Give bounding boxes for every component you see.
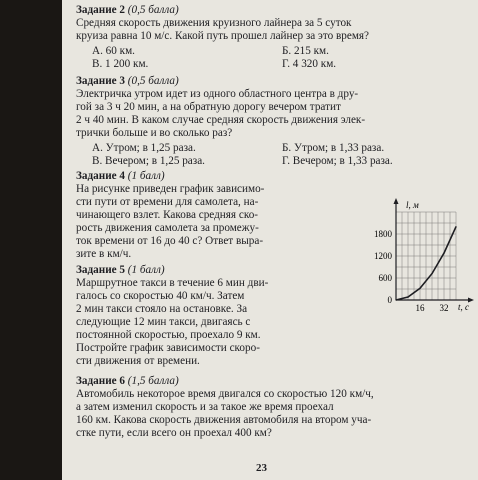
task-3-option-d: Г. Вечером; в 1,33 раза. (282, 155, 393, 167)
x-tick-label: 32 (439, 303, 449, 313)
y-axis-arrow-icon (394, 198, 399, 204)
data-point (407, 296, 408, 297)
data-point (455, 226, 456, 227)
y-tick-label: 1800 (374, 229, 392, 239)
task-2-option-b: Б. 215 км. (282, 45, 329, 57)
task-3-option-a: А. Утром; в 1,25 раза. (92, 142, 196, 154)
y-axis-label: l, м (406, 200, 419, 210)
task-4-text-line: На рисунке приведен график зависимо- (76, 183, 265, 195)
task-3-text-line: гой за 3 ч 20 мин, а на обратную дорогу вечером тратит (76, 101, 341, 113)
task-6-heading (76, 375, 179, 388)
y-tick-label: 600 (378, 273, 392, 283)
task-5-text-line: Постройте график зависимости скоро- (76, 342, 260, 354)
y-tick-label: 0 (387, 295, 392, 305)
data-point (419, 288, 420, 289)
task-6-points: (1,5 балла) (127, 375, 179, 387)
data-point (431, 273, 432, 274)
task-6-text-line: 160 км. Какова скорость движения автомобиля на втором уча- (76, 414, 372, 426)
task-3-text-line: 2 ч 40 мин. В каком случае средняя скорость движения элек- (76, 114, 366, 126)
task-4-text-line: ток времени от 16 до 40 с? Ответ выра- (76, 235, 264, 247)
data-point (443, 252, 444, 253)
task-2-text-line: Средняя скорость движения круизного лайнера за 5 суток (76, 17, 352, 29)
task-6-text-line: стке пути, если всего он проехал 400 км? (76, 427, 272, 439)
chart-grid (396, 212, 456, 300)
task-3-heading (76, 75, 179, 88)
task-3-text-line: Электричка утром идет из одного областного центра в дру- (76, 88, 359, 100)
task-3-title: Задание 3 (76, 75, 125, 87)
textbook-page (62, 0, 478, 480)
x-tick-label: 16 (415, 303, 425, 313)
task-2-title: Задание 2 (76, 4, 125, 16)
task-6-text-line: Автомобиль некоторое время двигался со скоростью 120 км/ч, (76, 388, 374, 400)
task-5-points: (1 балл) (127, 264, 165, 276)
task-2-option-a: А. 60 км. (92, 45, 135, 57)
task-4-text-line: зите в км/ч. (76, 248, 132, 260)
distance-time-graph (344, 196, 478, 314)
page-number: 23 (256, 462, 267, 474)
task-4-heading (76, 170, 165, 183)
task-3-points: (0,5 балла) (127, 75, 179, 87)
task-5-text-line: сти движения от времени. (76, 355, 200, 367)
data-point (395, 299, 396, 300)
task-4-title: Задание 4 (76, 170, 125, 182)
task-6-title: Задание 6 (76, 375, 125, 387)
task-4-points: (1 балл) (127, 170, 165, 182)
task-4-text-line: чинающего взлет. Какова средняя ско- (76, 209, 259, 221)
task-2-option-d: Г. 4 320 км. (282, 58, 337, 70)
task-2-heading (76, 4, 179, 17)
task-3-option-b: Б. Утром; в 1,33 раза. (282, 142, 385, 154)
task-5-heading (76, 264, 165, 277)
y-tick-label: 1200 (374, 251, 392, 261)
task-4-text-line: сти пути от времени для самолета, на- (76, 196, 259, 208)
task-3-text-line: трички больше и во сколько раз? (76, 127, 233, 139)
task-2-points: (0,5 балла) (127, 4, 179, 16)
task-5-text-line: Маршрутное такси в течение 6 мин дви- (76, 277, 269, 289)
task-5-text-line: следующие 12 мин такси, двигаясь с (76, 316, 251, 328)
task-3-option-c: В. Вечером; в 1,25 раза. (92, 155, 205, 167)
x-axis-label: t, с (458, 302, 469, 312)
task-5-text-line: постоянной скоростью, проехало 9 км. (76, 329, 261, 341)
task-4-text-line: рость движения самолета за промежу- (76, 222, 259, 234)
task-5-text-line: галось со скоростью 40 км/ч. Затем (76, 290, 245, 302)
task-5-title: Задание 5 (76, 264, 125, 276)
task-2-option-c: В. 1 200 км. (92, 58, 149, 70)
task-2-text-line: круиза равна 10 м/с. Какой путь прошел лайнер за это время? (76, 30, 370, 42)
task-6-text-line: а затем изменил скорость и за такое же время проехал (76, 401, 334, 413)
task-5-text-line: 2 мин такси стояло на остановке. За (76, 303, 248, 315)
